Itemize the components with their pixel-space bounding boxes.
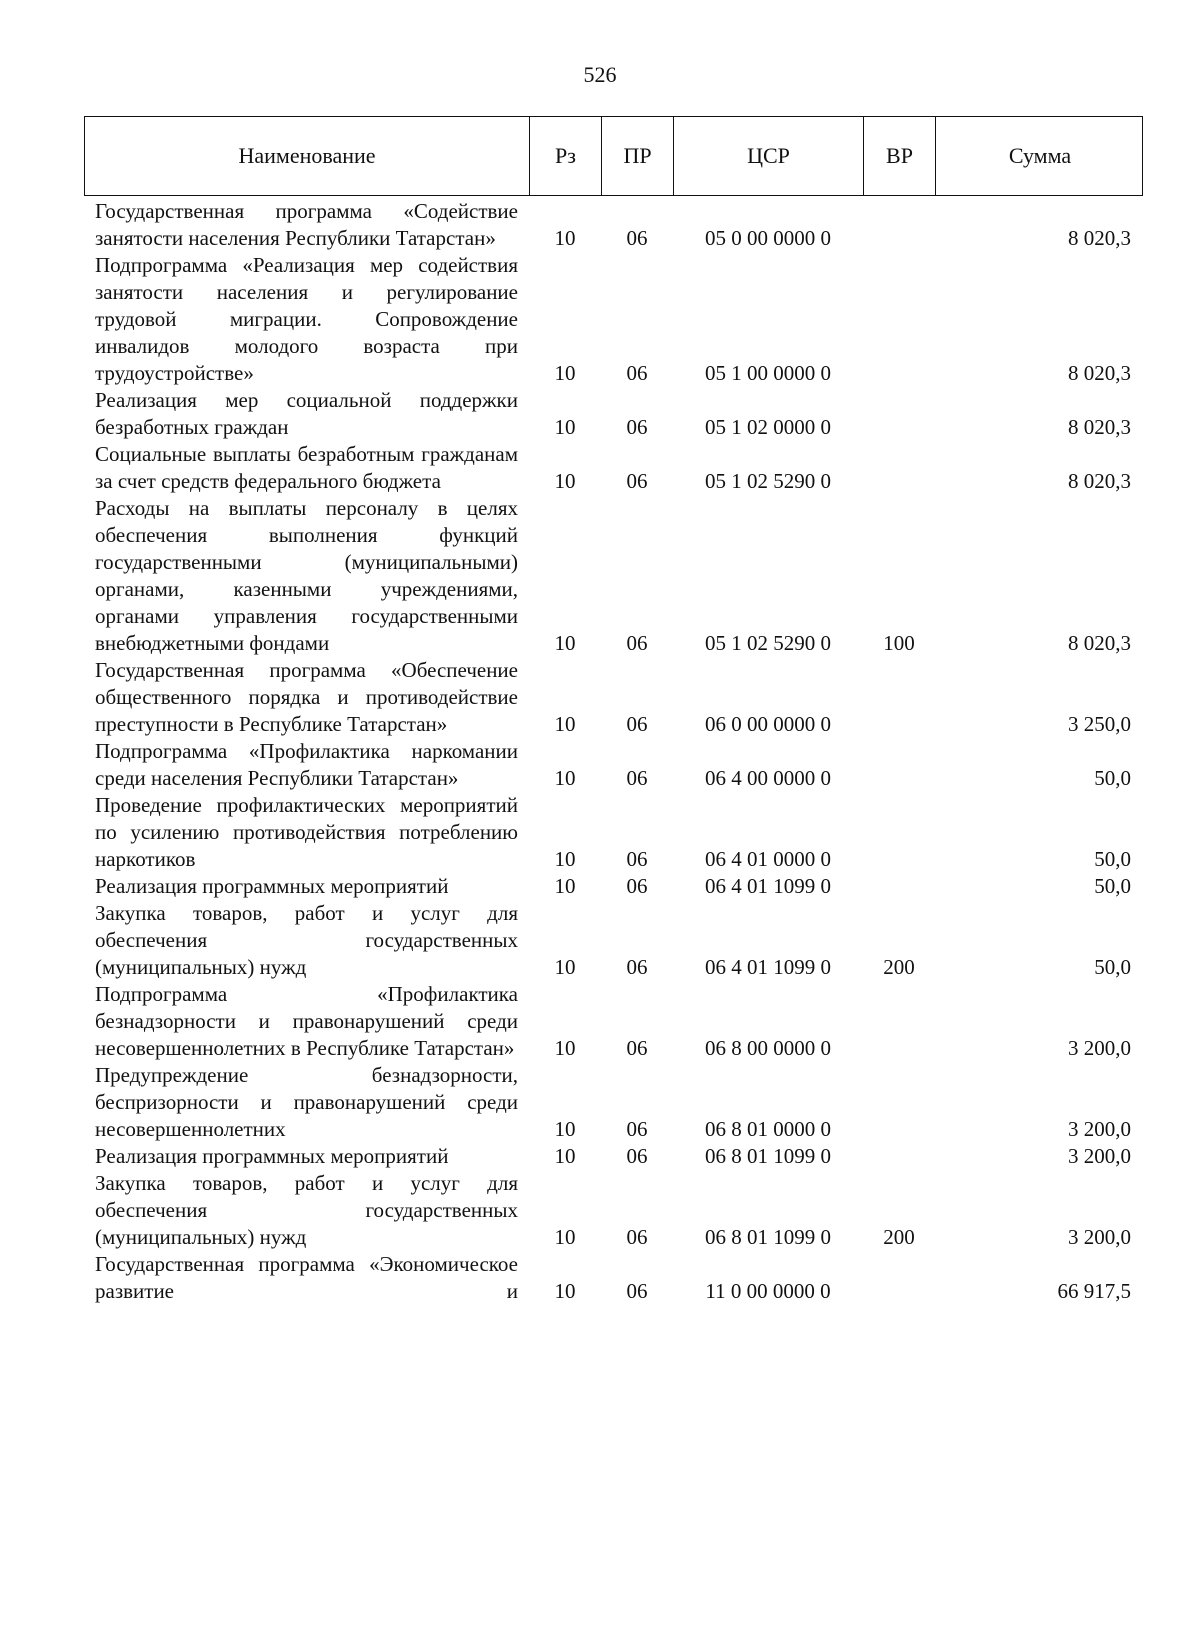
row-pr: 06 [626,1279,648,1303]
row-rz: 10 [554,1279,576,1303]
table-header [84,116,1143,196]
row-rz: 10 [554,847,576,871]
row-rz: 10 [554,1225,576,1249]
table-row [84,1062,1143,1143]
header-rz: Рз [530,117,602,195]
row-rz: 10 [554,955,576,979]
row-rz: 10 [554,631,576,655]
row-pr: 06 [626,415,648,439]
row-name: Реализация программных мероприятий [95,874,449,898]
row-sum: 8 020,3 [1068,361,1131,385]
row-csr: 06 4 01 1099 0 [705,955,831,979]
row-sum: 50,0 [1094,955,1131,979]
row-pr: 06 [626,847,648,871]
header-vr: ВР [864,117,936,195]
row-csr: 06 4 00 0000 0 [705,766,831,790]
row-pr: 06 [626,631,648,655]
row-csr: 06 8 01 1099 0 [705,1225,831,1249]
row-pr: 06 [626,874,648,898]
header-csr: ЦСР [674,117,864,195]
row-sum: 50,0 [1094,766,1131,790]
row-vr: 200 [883,1225,915,1249]
row-sum: 50,0 [1094,847,1131,871]
row-csr: 06 8 00 0000 0 [705,1036,831,1060]
row-csr: 05 1 02 0000 0 [705,415,831,439]
row-pr: 06 [626,1036,648,1060]
header-name: Наименование [85,117,530,195]
row-vr: 200 [883,955,915,979]
row-pr: 06 [626,766,648,790]
table-row [84,387,1143,441]
row-csr: 06 8 01 1099 0 [705,1144,831,1168]
row-rz: 10 [554,712,576,736]
header-sum: Сумма [1008,143,1072,168]
row-csr: 11 0 00 0000 0 [705,1279,831,1303]
row-name: Проведение профилактических мероприятий по усилению противодействия потреблению наркотиков [95,793,518,871]
table-row [84,1170,1143,1251]
row-name: Расходы на выплаты персоналу в целях обеспечения выполнения функций государственными (муниципальными) органами, казенными учреждениями, органами управления государственными внебюджетными фондами [95,496,518,655]
row-name: Подпрограмма «Реализация мер содействия занятости населения и регулирование трудовой миграции. Сопровождение инвалидов молодого возраста при трудоустройстве» [95,253,518,385]
row-pr: 06 [626,712,648,736]
row-rz: 10 [554,766,576,790]
row-name: Подпрограмма «Профилактика безнадзорности и правонарушений среди несовершеннолетних в Республике Татарстан» [95,982,518,1060]
row-sum: 8 020,3 [1068,631,1131,655]
row-pr: 06 [626,955,648,979]
row-name: Реализация программных мероприятий [95,1144,449,1168]
row-rz: 10 [554,1144,576,1168]
row-name: Подпрограмма «Профилактика наркомании среди населения Республики Татарстан» [95,739,518,790]
table-row [84,873,1143,900]
table-row [84,1251,1143,1305]
row-sum: 3 200,0 [1068,1117,1131,1141]
table-row [84,198,1143,252]
row-name: Закупка товаров, работ и услуг для обеспечения государственных (муниципальных) нужд [95,901,518,979]
row-name: Закупка товаров, работ и услуг для обеспечения государственных (муниципальных) нужд [95,1171,518,1249]
table-row [84,441,1143,495]
row-sum: 8 020,3 [1068,469,1131,493]
table-row [84,981,1143,1062]
row-rz: 10 [554,415,576,439]
table-row [84,495,1143,657]
row-name: Государственная программа «Экономическое развитие и [95,1252,518,1303]
table-row [84,1143,1143,1170]
row-rz: 10 [554,874,576,898]
row-vr: 100 [883,631,915,655]
row-sum: 3 250,0 [1068,712,1131,736]
row-sum: 3 200,0 [1068,1225,1131,1249]
row-csr: 06 0 00 0000 0 [705,712,831,736]
row-csr: 05 1 00 0000 0 [705,361,831,385]
page-number: 526 [583,62,617,87]
row-pr: 06 [626,1225,648,1249]
row-name: Государственная программа «Содействие занятости населения Республики Татарстан» [95,199,518,250]
row-rz: 10 [554,361,576,385]
row-csr: 05 1 02 5290 0 [705,469,831,493]
row-name: Предупреждение безнадзорности, беспризорности и правонарушений среди несовершеннолетних [95,1063,518,1141]
row-sum: 8 020,3 [1068,226,1131,250]
row-csr: 06 4 01 0000 0 [705,847,831,871]
row-pr: 06 [626,226,648,250]
row-name: Социальные выплаты безработным гражданам за счет средств федерального бюджета [95,442,518,493]
row-rz: 10 [554,226,576,250]
row-rz: 10 [554,469,576,493]
row-csr: 05 1 02 5290 0 [705,631,831,655]
row-sum: 8 020,3 [1068,415,1131,439]
table-body [84,198,1143,1305]
row-pr: 06 [626,1117,648,1141]
header-pr: ПР [602,117,674,195]
row-rz: 10 [554,1117,576,1141]
row-sum: 3 200,0 [1068,1144,1131,1168]
row-csr: 06 4 01 1099 0 [705,874,831,898]
table-row [84,738,1143,792]
row-sum: 50,0 [1094,874,1131,898]
row-sum: 66 917,5 [1057,1279,1131,1303]
table-row [84,900,1143,981]
row-pr: 06 [626,361,648,385]
table-row [84,792,1143,873]
row-pr: 06 [626,1144,648,1168]
row-csr: 05 0 00 0000 0 [705,226,831,250]
row-name: Реализация мер социальной поддержки безработных граждан [95,388,518,439]
row-sum: 3 200,0 [1068,1036,1131,1060]
row-pr: 06 [626,469,648,493]
row-rz: 10 [554,1036,576,1060]
table-row [84,657,1143,738]
table-row [84,252,1143,387]
row-csr: 06 8 01 0000 0 [705,1117,831,1141]
row-name: Государственная программа «Обеспечение общественного порядка и противодействие преступности в Республике Татарстан» [95,658,518,736]
